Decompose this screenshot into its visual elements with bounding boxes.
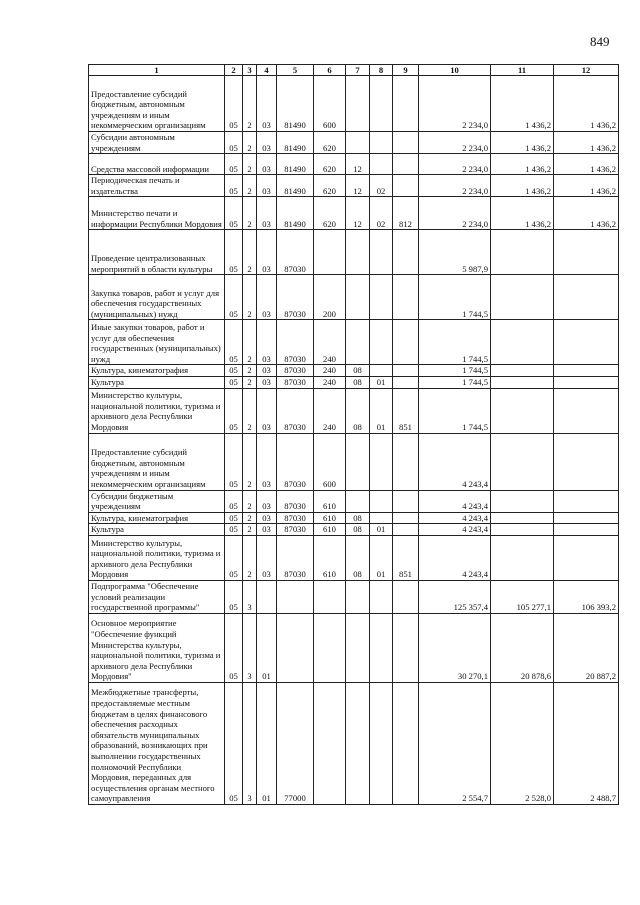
cell-col-2: 05 <box>225 275 243 320</box>
cell-col-12: 1 436,2 <box>554 175 619 197</box>
row-label: Закупка товаров, работ и услуг для обеспечения государственных (муниципальных) нужд <box>89 275 225 320</box>
cell-col-5: 87030 <box>277 376 314 388</box>
cell-col-10: 2 234,0 <box>419 175 491 197</box>
cell-col-7: 08 <box>346 524 370 536</box>
cell-col-8 <box>370 613 393 682</box>
cell-col-4: 03 <box>257 175 277 197</box>
cell-col-7: 08 <box>346 388 370 433</box>
cell-col-12 <box>554 524 619 536</box>
row-label: Министерство печати и информации Республики Мордовия <box>89 197 225 230</box>
cell-col-5: 87030 <box>277 320 314 365</box>
cell-col-2: 05 <box>225 175 243 197</box>
row-label: Культура, кинематография <box>89 512 225 524</box>
cell-col-6: 610 <box>314 490 346 512</box>
cell-col-3: 3 <box>243 580 257 613</box>
cell-col-7: 12 <box>346 175 370 197</box>
cell-col-2: 05 <box>225 197 243 230</box>
cell-col-11 <box>491 490 554 512</box>
cell-col-9 <box>393 365 419 377</box>
cell-col-6: 620 <box>314 175 346 197</box>
cell-col-10: 1 744,5 <box>419 365 491 377</box>
cell-col-4: 03 <box>257 388 277 433</box>
column-header-1: 1 <box>89 65 225 76</box>
cell-col-8 <box>370 275 393 320</box>
cell-col-8 <box>370 320 393 365</box>
row-label: Иные закупки товаров, работ и услуг для обеспечения государственных (муниципальных) нужд <box>89 320 225 365</box>
cell-col-5: 87030 <box>277 433 314 490</box>
cell-col-5: 81490 <box>277 197 314 230</box>
cell-col-12: 2 488,7 <box>554 682 619 804</box>
column-header-2: 2 <box>225 65 243 76</box>
cell-col-4: 03 <box>257 376 277 388</box>
cell-col-3: 2 <box>243 535 257 580</box>
cell-col-8 <box>370 433 393 490</box>
cell-col-7 <box>346 490 370 512</box>
cell-col-2: 05 <box>225 524 243 536</box>
cell-col-5: 87030 <box>277 230 314 275</box>
cell-col-6: 600 <box>314 433 346 490</box>
cell-col-4: 03 <box>257 275 277 320</box>
cell-col-4: 03 <box>257 76 277 132</box>
cell-col-4: 03 <box>257 365 277 377</box>
cell-col-10: 30 270,1 <box>419 613 491 682</box>
cell-col-10: 2 234,0 <box>419 154 491 175</box>
cell-col-12 <box>554 490 619 512</box>
page-number: 849 <box>590 34 610 49</box>
cell-col-7 <box>346 682 370 804</box>
cell-col-2: 05 <box>225 613 243 682</box>
table-row <box>89 613 619 682</box>
table-row <box>89 230 619 275</box>
cell-col-8: 02 <box>370 197 393 230</box>
column-header-8: 8 <box>370 65 393 76</box>
cell-col-8 <box>370 154 393 175</box>
cell-col-11 <box>491 376 554 388</box>
cell-col-11 <box>491 433 554 490</box>
cell-col-12: 1 436,2 <box>554 76 619 132</box>
cell-col-8 <box>370 132 393 154</box>
column-header-12: 12 <box>554 65 619 76</box>
table-row <box>89 512 619 524</box>
cell-col-10: 4 243,4 <box>419 524 491 536</box>
row-label: Предоставление субсидий бюджетным, автономным учреждениям и иным некоммерческим организациям <box>89 433 225 490</box>
row-label: Периодическая печать и издательства <box>89 175 225 197</box>
cell-col-3: 2 <box>243 320 257 365</box>
cell-col-6 <box>314 230 346 275</box>
row-label: Основное мероприятие "Обеспечение функций Министерства культуры, национальной политики, туризма и архивного дела Республики Мордовия" <box>89 613 225 682</box>
cell-col-2: 05 <box>225 365 243 377</box>
cell-col-11: 1 436,2 <box>491 132 554 154</box>
row-label: Министерство культуры, национальной политики, туризма и архивного дела Республики Мордовия <box>89 535 225 580</box>
cell-col-10: 2 554,7 <box>419 682 491 804</box>
cell-col-11: 1 436,2 <box>491 154 554 175</box>
cell-col-6 <box>314 613 346 682</box>
cell-col-11 <box>491 535 554 580</box>
cell-col-12: 20 887,2 <box>554 613 619 682</box>
cell-col-5: 77000 <box>277 682 314 804</box>
cell-col-8 <box>370 490 393 512</box>
cell-col-6: 620 <box>314 154 346 175</box>
row-label: Культура, кинематография <box>89 365 225 377</box>
cell-col-5: 81490 <box>277 175 314 197</box>
cell-col-7: 08 <box>346 512 370 524</box>
cell-col-3: 2 <box>243 512 257 524</box>
cell-col-3: 2 <box>243 154 257 175</box>
cell-col-2: 05 <box>225 512 243 524</box>
cell-col-12 <box>554 433 619 490</box>
cell-col-9 <box>393 512 419 524</box>
cell-col-9 <box>393 275 419 320</box>
cell-col-6: 620 <box>314 197 346 230</box>
cell-col-11: 1 436,2 <box>491 197 554 230</box>
cell-col-3: 2 <box>243 197 257 230</box>
cell-col-6 <box>314 682 346 804</box>
cell-col-9 <box>393 580 419 613</box>
table-body <box>89 76 619 805</box>
cell-col-6: 240 <box>314 320 346 365</box>
header-row <box>89 65 619 76</box>
row-label: Субсидии бюджетным учреждениям <box>89 490 225 512</box>
cell-col-4: 03 <box>257 197 277 230</box>
column-header-5: 5 <box>277 65 314 76</box>
cell-col-9 <box>393 76 419 132</box>
cell-col-6: 610 <box>314 535 346 580</box>
table-row <box>89 580 619 613</box>
cell-col-8 <box>370 512 393 524</box>
cell-col-11 <box>491 524 554 536</box>
cell-col-3: 2 <box>243 76 257 132</box>
column-header-7: 7 <box>346 65 370 76</box>
cell-col-7 <box>346 320 370 365</box>
cell-col-3: 2 <box>243 365 257 377</box>
table-row <box>89 197 619 230</box>
cell-col-7 <box>346 132 370 154</box>
cell-col-8 <box>370 365 393 377</box>
cell-col-5: 87030 <box>277 490 314 512</box>
column-header-9: 9 <box>393 65 419 76</box>
cell-col-7: 08 <box>346 535 370 580</box>
cell-col-3: 2 <box>243 275 257 320</box>
cell-col-4: 03 <box>257 524 277 536</box>
cell-col-12: 106 393,2 <box>554 580 619 613</box>
cell-col-8: 01 <box>370 376 393 388</box>
cell-col-9 <box>393 613 419 682</box>
cell-col-3: 3 <box>243 682 257 804</box>
cell-col-12 <box>554 376 619 388</box>
budget-table <box>88 64 619 805</box>
column-header-3: 3 <box>243 65 257 76</box>
cell-col-9 <box>393 320 419 365</box>
cell-col-11: 1 436,2 <box>491 76 554 132</box>
row-label: Проведение централизованных мероприятий в области культуры <box>89 230 225 275</box>
row-label: Подпрограмма "Обеспечение условий реализации государственной программы" <box>89 580 225 613</box>
column-header-10: 10 <box>419 65 491 76</box>
cell-col-5 <box>277 613 314 682</box>
cell-col-10: 1 744,5 <box>419 376 491 388</box>
table-row <box>89 490 619 512</box>
cell-col-5: 87030 <box>277 365 314 377</box>
cell-col-4: 03 <box>257 433 277 490</box>
cell-col-11: 20 878,6 <box>491 613 554 682</box>
cell-col-8: 01 <box>370 524 393 536</box>
cell-col-4 <box>257 580 277 613</box>
cell-col-4: 01 <box>257 682 277 804</box>
cell-col-5: 81490 <box>277 76 314 132</box>
cell-col-6: 610 <box>314 524 346 536</box>
cell-col-6: 620 <box>314 132 346 154</box>
cell-col-2: 05 <box>225 230 243 275</box>
cell-col-3: 3 <box>243 613 257 682</box>
table-row <box>89 376 619 388</box>
cell-col-9 <box>393 524 419 536</box>
cell-col-10: 5 987,9 <box>419 230 491 275</box>
cell-col-6 <box>314 580 346 613</box>
cell-col-4: 03 <box>257 512 277 524</box>
cell-col-8 <box>370 580 393 613</box>
cell-col-5: 87030 <box>277 512 314 524</box>
cell-col-9 <box>393 433 419 490</box>
cell-col-2: 05 <box>225 490 243 512</box>
cell-col-6: 600 <box>314 76 346 132</box>
cell-col-6: 240 <box>314 376 346 388</box>
cell-col-6: 240 <box>314 388 346 433</box>
cell-col-3: 2 <box>243 132 257 154</box>
cell-col-6: 200 <box>314 275 346 320</box>
cell-col-9 <box>393 682 419 804</box>
cell-col-10: 1 744,5 <box>419 388 491 433</box>
cell-col-7: 12 <box>346 197 370 230</box>
cell-col-5: 87030 <box>277 524 314 536</box>
cell-col-9: 812 <box>393 197 419 230</box>
cell-col-2: 05 <box>225 76 243 132</box>
cell-col-12: 1 436,2 <box>554 154 619 175</box>
cell-col-10: 2 234,0 <box>419 76 491 132</box>
column-header-6: 6 <box>314 65 346 76</box>
cell-col-7 <box>346 230 370 275</box>
cell-col-7 <box>346 613 370 682</box>
cell-col-2: 05 <box>225 580 243 613</box>
cell-col-8: 01 <box>370 535 393 580</box>
cell-col-8: 01 <box>370 388 393 433</box>
cell-col-5: 87030 <box>277 535 314 580</box>
row-label: Межбюджетные трансферты, предоставляемые местным бюджетам в целях финансового обеспечения расходных обязательств муниципальных образований, возникающих при выполнении государственных полномочий Республики Мордовия, переданных для осуществления органам местного самоуправления <box>89 682 225 804</box>
cell-col-2: 05 <box>225 433 243 490</box>
cell-col-4: 03 <box>257 132 277 154</box>
row-label: Предоставление субсидий бюджетным, автономным учреждениям и иным некоммерческим организациям <box>89 76 225 132</box>
cell-col-2: 05 <box>225 682 243 804</box>
cell-col-8 <box>370 682 393 804</box>
cell-col-9 <box>393 175 419 197</box>
table-row <box>89 682 619 804</box>
cell-col-3: 2 <box>243 433 257 490</box>
cell-col-11 <box>491 320 554 365</box>
cell-col-11: 105 277,1 <box>491 580 554 613</box>
cell-col-3: 2 <box>243 524 257 536</box>
row-label: Средства массовой информации <box>89 154 225 175</box>
cell-col-4: 01 <box>257 613 277 682</box>
row-label: Министерство культуры, национальной политики, туризма и архивного дела Республики Мордовия <box>89 388 225 433</box>
cell-col-2: 05 <box>225 154 243 175</box>
cell-col-6: 610 <box>314 512 346 524</box>
cell-col-12 <box>554 275 619 320</box>
cell-col-3: 2 <box>243 388 257 433</box>
cell-col-10: 4 243,4 <box>419 490 491 512</box>
column-header-11: 11 <box>491 65 554 76</box>
table-row <box>89 388 619 433</box>
cell-col-7 <box>346 580 370 613</box>
cell-col-2: 05 <box>225 320 243 365</box>
cell-col-5 <box>277 580 314 613</box>
cell-col-10: 4 243,4 <box>419 433 491 490</box>
cell-col-2: 05 <box>225 535 243 580</box>
cell-col-12 <box>554 230 619 275</box>
cell-col-12 <box>554 512 619 524</box>
cell-col-2: 05 <box>225 376 243 388</box>
cell-col-10: 4 243,4 <box>419 512 491 524</box>
cell-col-10: 2 234,0 <box>419 132 491 154</box>
cell-col-7: 08 <box>346 376 370 388</box>
row-label: Культура <box>89 524 225 536</box>
cell-col-4: 03 <box>257 230 277 275</box>
row-label: Культура <box>89 376 225 388</box>
cell-col-4: 03 <box>257 154 277 175</box>
cell-col-10: 1 744,5 <box>419 275 491 320</box>
cell-col-9 <box>393 376 419 388</box>
cell-col-5: 87030 <box>277 275 314 320</box>
cell-col-3: 2 <box>243 175 257 197</box>
cell-col-3: 2 <box>243 376 257 388</box>
cell-col-2: 05 <box>225 388 243 433</box>
cell-col-11: 1 436,2 <box>491 175 554 197</box>
cell-col-8: 02 <box>370 175 393 197</box>
cell-col-9: 851 <box>393 388 419 433</box>
table-row <box>89 320 619 365</box>
table-row <box>89 535 619 580</box>
cell-col-3: 2 <box>243 490 257 512</box>
cell-col-11: 2 528,0 <box>491 682 554 804</box>
table-row <box>89 132 619 154</box>
cell-col-9 <box>393 132 419 154</box>
cell-col-10: 2 234,0 <box>419 197 491 230</box>
cell-col-7 <box>346 275 370 320</box>
table-row <box>89 76 619 132</box>
cell-col-11 <box>491 275 554 320</box>
cell-col-7: 08 <box>346 365 370 377</box>
cell-col-10: 1 744,5 <box>419 320 491 365</box>
cell-col-9 <box>393 154 419 175</box>
table-row <box>89 154 619 175</box>
table-row <box>89 433 619 490</box>
cell-col-5: 81490 <box>277 132 314 154</box>
cell-col-9: 851 <box>393 535 419 580</box>
cell-col-5: 87030 <box>277 388 314 433</box>
table-row <box>89 275 619 320</box>
cell-col-8 <box>370 76 393 132</box>
cell-col-11 <box>491 230 554 275</box>
cell-col-7 <box>346 433 370 490</box>
cell-col-12: 1 436,2 <box>554 197 619 230</box>
cell-col-10: 4 243,4 <box>419 535 491 580</box>
cell-col-11 <box>491 365 554 377</box>
cell-col-5: 81490 <box>277 154 314 175</box>
cell-col-12 <box>554 365 619 377</box>
cell-col-11 <box>491 388 554 433</box>
cell-col-9 <box>393 230 419 275</box>
cell-col-10: 125 357,4 <box>419 580 491 613</box>
row-label: Субсидии автономным учреждениям <box>89 132 225 154</box>
table-row <box>89 365 619 377</box>
cell-col-7: 12 <box>346 154 370 175</box>
cell-col-3: 2 <box>243 230 257 275</box>
cell-col-8 <box>370 230 393 275</box>
table-row <box>89 175 619 197</box>
column-header-4: 4 <box>257 65 277 76</box>
cell-col-12 <box>554 535 619 580</box>
cell-col-11 <box>491 512 554 524</box>
cell-col-4: 03 <box>257 535 277 580</box>
cell-col-7 <box>346 76 370 132</box>
cell-col-12 <box>554 320 619 365</box>
cell-col-6: 240 <box>314 365 346 377</box>
table-row <box>89 524 619 536</box>
cell-col-4: 03 <box>257 490 277 512</box>
cell-col-2: 05 <box>225 132 243 154</box>
cell-col-12: 1 436,2 <box>554 132 619 154</box>
cell-col-12 <box>554 388 619 433</box>
cell-col-4: 03 <box>257 320 277 365</box>
cell-col-9 <box>393 490 419 512</box>
